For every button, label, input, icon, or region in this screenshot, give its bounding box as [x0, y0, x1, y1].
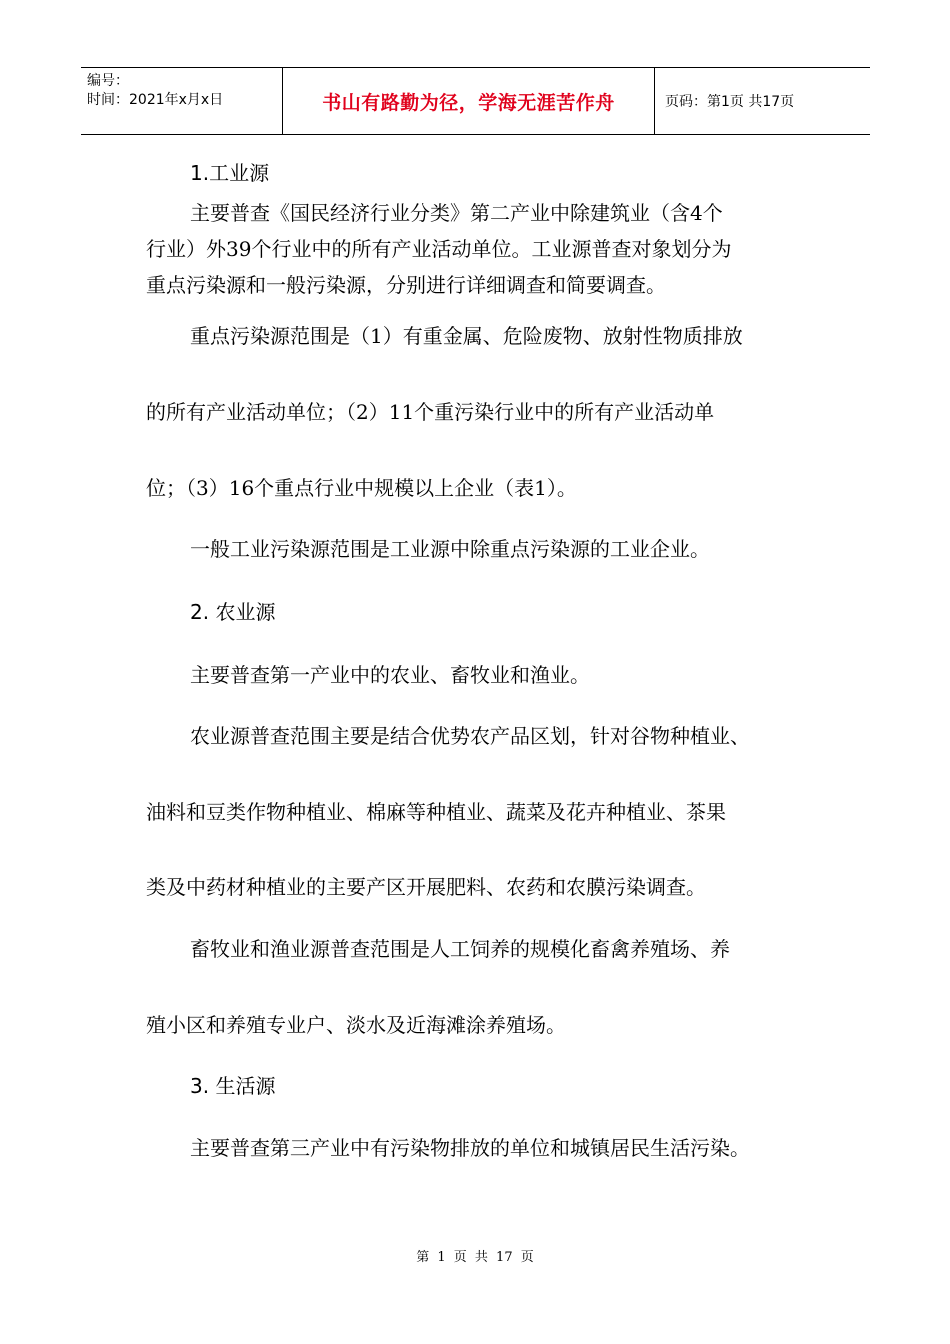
- paragraph-line: 一般工业污染源范围是工业源中除重点污染源的工业企业。: [190, 537, 710, 561]
- paragraph-line: 重点污染源范围是（1）有重金属、危险废物、放射性物质排放: [190, 324, 743, 348]
- paragraph-line: 主要普查第一产业中的农业、畜牧业和渔业。: [190, 663, 590, 687]
- header-meta: [81, 68, 283, 134]
- paragraph-line: 的所有产业活动单位；（2）11个重污染行业中的所有产业活动单: [146, 400, 715, 424]
- time-label: 时间：2021年x月x日: [87, 92, 224, 108]
- page-header: [81, 67, 870, 135]
- paragraph-line: 位；（3）16个重点行业中规模以上企业（表1）。: [146, 476, 577, 500]
- paragraph-line: 重点污染源和一般污染源，分别进行详细调查和简要调查。: [146, 273, 666, 297]
- section-heading-agricultural: 2. 农业源: [190, 600, 276, 624]
- paragraph-line: 类及中药材种植业的主要产区开展肥料、农药和农膜污染调查。: [146, 875, 706, 899]
- paragraph-line: 行业）外39个行业中的所有产业活动单位。工业源普查对象划分为: [146, 237, 732, 261]
- page-footer: 第 1 页 共 17 页: [416, 1250, 534, 1265]
- header-motto: 书山有路勤为径，学海无涯苦作舟: [283, 68, 655, 134]
- paragraph-line: 主要普查第三产业中有污染物排放的单位和城镇居民生活污染。: [190, 1136, 750, 1160]
- paragraph-line: 油料和豆类作物种植业、棉麻等种植业、蔬菜及花卉种植业、茶果: [146, 800, 726, 824]
- paragraph-line: 殖小区和养殖专业户、淡水及近海滩涂养殖场。: [146, 1013, 566, 1037]
- section-heading-domestic: 3. 生活源: [190, 1074, 276, 1098]
- paragraph-line: 畜牧业和渔业源普查范围是人工饲养的规模化畜禽养殖场、养: [190, 937, 730, 961]
- header-page-info: 页码：第1页 共17页: [665, 94, 795, 110]
- paragraph-line: 主要普查《国民经济行业分类》第二产业中除建筑业（含4个: [190, 201, 723, 225]
- paragraph-line: 农业源普查范围主要是结合优势农产品区划，针对谷物种植业、: [190, 724, 750, 748]
- section-heading-industrial: 1.工业源: [190, 161, 270, 185]
- number-label: 编号：: [87, 73, 129, 89]
